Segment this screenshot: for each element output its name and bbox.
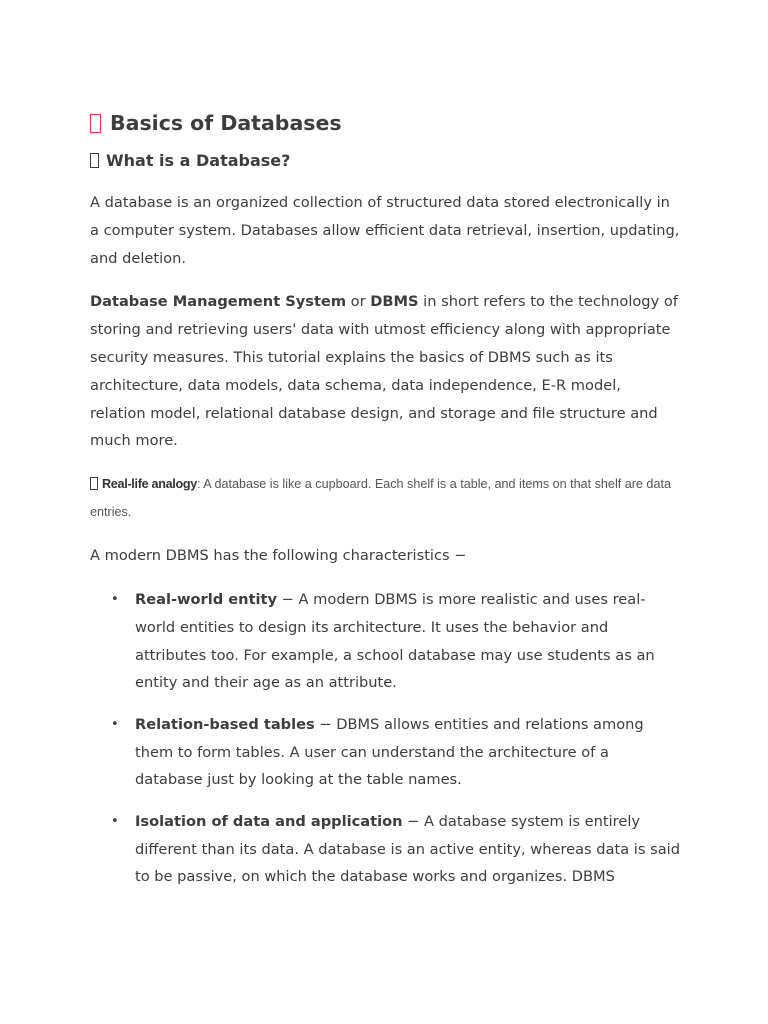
analogy-text: : A database is like a cupboard. Each shelf is a table, and items on that shelf are data entries. — [90, 477, 671, 520]
dbms-term-short: DBMS — [370, 293, 419, 311]
page-title-text: Basics of Databases — [110, 111, 342, 135]
list-item — [90, 586, 680, 697]
characteristics-intro: A modern DBMS has the following characteristics − — [90, 547, 467, 565]
dbms-paragraph — [90, 288, 680, 455]
list-item-term: Relation-based tables — [135, 715, 315, 733]
dbms-term-full: Database Management System — [90, 293, 347, 311]
list-item-text: − A modern DBMS is more realistic and uses real-world entities to design its architecture. It uses the behavior and attributes too. For example, a school database may use students as an entity and their age as an attribute. — [135, 590, 655, 692]
dbms-description: in short refers to the technology of storing and retrieving users' data with utmost efficiency along with appropriate security measures. This tutorial explains the basics of DBMS such as its architecture, data models, data schema, data independence, E-R model, relation model, relational database design, and storage and file structure and much more. — [90, 293, 678, 450]
list-item-term: Real-world entity — [135, 590, 278, 608]
missing-glyph-icon — [90, 477, 98, 490]
section-heading-text: What is a Database? — [106, 151, 291, 170]
characteristics-list — [90, 586, 680, 891]
list-item — [90, 808, 680, 891]
page-title — [90, 108, 680, 138]
missing-glyph-icon — [90, 114, 101, 133]
section-heading — [90, 149, 680, 173]
list-item-text: − A database system is entirely different than its data. A database is an active entity, whereas data is said to be passive, on which the database works and organizes. DBMS — [135, 812, 680, 886]
list-item — [90, 711, 680, 794]
dbms-connector: or — [346, 293, 371, 311]
list-item-term: Isolation of data and application — [135, 812, 403, 830]
missing-glyph-icon — [90, 153, 99, 168]
list-item-text: − DBMS allows entities and relations among them to form tables. A user can understand the architecture of a database just by looking at the table names. — [135, 715, 644, 789]
analogy-note — [90, 470, 680, 526]
document-page — [90, 108, 680, 905]
analogy-label: Real-life analogy — [102, 477, 197, 492]
intro-paragraph: A database is an organized collection of structured data stored electronically in a computer system. Databases allow efficient data retrieval, insertion, updating, and deletion. — [90, 194, 680, 267]
